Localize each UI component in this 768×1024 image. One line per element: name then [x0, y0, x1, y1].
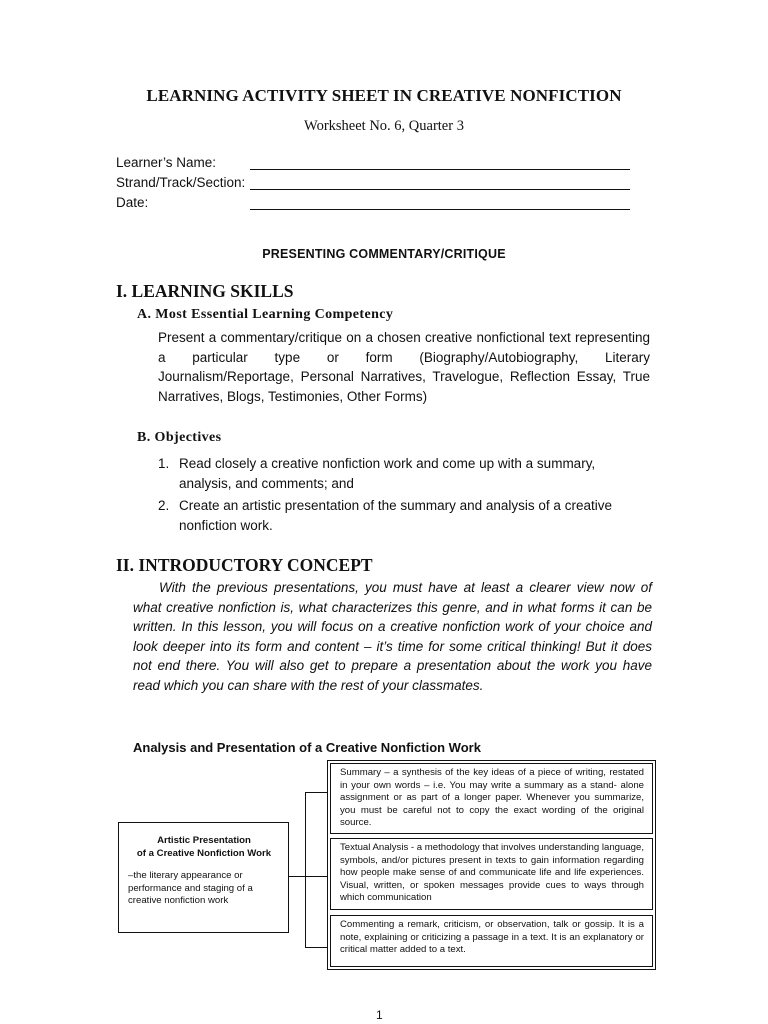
artistic-presentation-box [118, 822, 289, 933]
artistic-presentation-title-line2: of a Creative Nonfiction Work [136, 847, 272, 859]
objective-item [158, 454, 648, 493]
connector-line [305, 792, 306, 948]
connector-line [305, 876, 327, 877]
figure-title: Analysis and Presentation of a Creative Nonfiction Work [133, 740, 481, 755]
artistic-presentation-title-line1: Artistic Presentation [157, 835, 251, 846]
objective-text: Read closely a creative nonfiction work and come up with a summary, analysis, and comments; and [179, 456, 596, 491]
connector-line [305, 947, 327, 948]
objectives-list [158, 454, 648, 538]
textual-analysis-box: Textual Analysis - a methodology that involves understanding language, symbols, and/or pictures present in texts to gain information regarding how people make sense of and communicate life and life experiences. Visual, written, or spoken messages provide cues to ways through which communication [330, 838, 653, 910]
document-title: LEARNING ACTIVITY SHEET IN CREATIVE NONFICTION [146, 86, 622, 105]
competency-heading: A. Most Essential Learning Competency [137, 307, 394, 322]
strand-section-line[interactable] [250, 189, 630, 190]
date-line[interactable] [250, 209, 630, 210]
section-learning-skills-heading: I. LEARNING SKILLS [116, 281, 294, 301]
objectives-heading: B. Objectives [137, 430, 222, 445]
artistic-presentation-description: –the literary appearance or performance and staging of a creative nonfiction work [128, 870, 253, 906]
date-label: Date: [116, 195, 149, 210]
commenting-box: Commenting a remark, criticism, or observation, talk or gossip. It is a note, explaining or criticizing a passage in a text. It is an explanatory or critical matter added to a text. [330, 915, 653, 967]
worksheet-number: Worksheet No. 6, Quarter 3 [304, 118, 464, 134]
objective-number: 2. [158, 498, 170, 513]
competency-text: Present a commentary/critique on a chosen creative nonfictional text representing a particular type or form (Biography/Autobiography, Literary Journalism/Reportage, Personal Narratives, Travelogue, Reflection Essay, True Narratives, Blogs, Testimonies, Other Forms) [158, 330, 650, 404]
artistic-presentation-title [128, 835, 280, 860]
objective-item [158, 496, 648, 535]
objective-text: Create an artistic presentation of the summary and analysis of a creative nonfiction work. [179, 498, 612, 533]
section-introductory-concept-heading: II. INTRODUCTORY CONCEPT [116, 555, 373, 575]
introductory-paragraph: With the previous presentations, you must have at least a clearer view now of what creative nonfiction is, what characterizes this genre, and in what forms it can be written. In this lesson, you will focus on a creative nonfiction work of your choice and look deeper into its form and content – it’s time for some critical thinking! But it does not end there. You will also get to prepare a presentation about the work you have read which you can share with the rest of your classmates. [133, 580, 652, 693]
learner-name-label: Learner’s Name: [116, 155, 217, 170]
summary-box: Summary – a synthesis of the key ideas of a piece of writing, restated in your own words – i.e. You may write a summary as a stand- alone assignment or as part of a longer paper. Whenever you summarize, you must be careful not to copy the exact wording of the original source. [330, 763, 653, 834]
connector-line [289, 876, 305, 877]
strand-section-label: Strand/Track/Section: [116, 175, 246, 190]
lesson-title: PRESENTING COMMENTARY/CRITIQUE [262, 247, 506, 261]
connector-line [305, 792, 327, 793]
page-number: 1 [376, 1008, 383, 1022]
objective-number: 1. [158, 456, 170, 471]
learner-name-line[interactable] [250, 169, 630, 170]
